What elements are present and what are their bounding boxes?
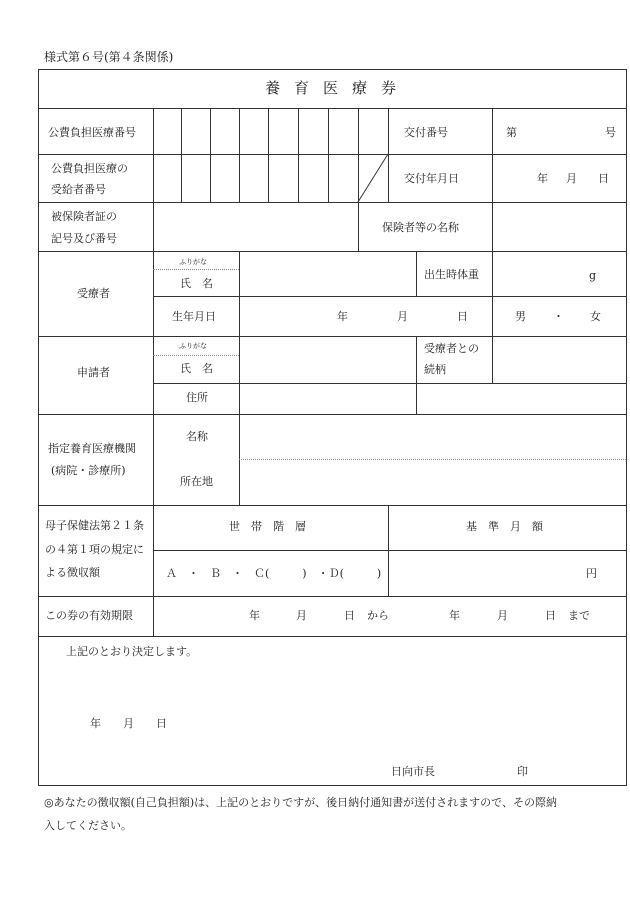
standard-amount-label: 基 準 月 額 [466,520,543,533]
decision-date: 年 月 日 [90,717,167,730]
relation-label: 受療者との [424,342,479,355]
dob-year: 年 [337,310,348,323]
issue-date-month: 月 [566,172,577,185]
patient-furigana-label: ふりがな [179,258,207,266]
validity-label: この券の有効期限 [45,609,133,622]
applicant-section-label: 申請者 [77,366,110,379]
dob-day: 日 [457,310,468,323]
validity-from-word: から [367,609,389,622]
household-class-label: 世 帯 階 層 [229,520,306,533]
issue-number-prefix: 第 [506,126,517,139]
birth-weight-label: 出生時体重 [424,268,479,281]
yen-unit: 円 [586,567,597,580]
validity-until-year: 年 [449,609,460,622]
recipient-number-label: 公費負担医療の [51,162,128,175]
facility-section-label-2: (病院・診療所) [51,464,126,477]
validity-until-day: 日 [545,609,556,622]
validity-until-word: まで [568,609,590,622]
birth-weight-unit: g [589,269,597,282]
sex-female: 女 [590,310,601,323]
dob-month: 月 [397,310,408,323]
decision-statement: 上記のとおり決定します。 [66,645,198,658]
collection-label-3: よる徴収額 [45,566,100,579]
sex-male: 男 [515,310,526,323]
footnote-line-1: ◎あなたの徴収額(自己負担額)は、上記のとおりですが、後日納付通知書が送付されますので、その際納 [44,796,557,809]
validity-from-month: 月 [296,609,307,622]
issue-number-suffix: 号 [605,126,616,139]
issue-date-label: 交付年月日 [404,172,459,185]
insurance-symbol-label: 被保険者証の [51,210,117,223]
collection-label-2: の４第１項の規定に [45,543,144,556]
validity-until-month: 月 [497,609,508,622]
patient-section-label: 受療者 [77,287,110,300]
relation-label-2: 続柄 [424,363,446,376]
patient-name-label: 氏 名 [180,277,213,290]
facility-location-label: 所在地 [180,475,213,488]
address-label: 住所 [186,391,208,404]
household-class-options: Ａ ・ Ｂ ・ Ｃ( ) ・Ｄ( ) [166,567,382,580]
issue-date-year: 年 [537,172,548,185]
insurance-symbol-label-2: 記号及び番号 [51,232,117,245]
issue-number-label: 交付番号 [404,126,448,139]
mayor-label: 日向市長 [391,765,435,778]
sex-separator: ・ [553,310,564,323]
form-number: 様式第６号(第４条関係) [44,50,174,64]
facility-name-label: 名称 [186,430,208,443]
applicant-furigana-label: ふりがな [179,342,207,350]
footnote-line-2: 入してください。 [44,819,132,832]
validity-from-day: 日 [344,609,355,622]
issue-date-day: 日 [598,172,609,185]
collection-label: 母子保健法第２１条 [45,519,144,532]
insurer-name-label: 保険者等の名称 [382,221,459,234]
seal-mark: 印 [517,765,528,778]
public-number-label: 公費負担医療番号 [48,126,136,139]
dob-label: 生年月日 [172,310,216,323]
form-title: 養育医療券 [265,79,411,97]
recipient-number-label-2: 受給者番号 [51,183,106,196]
applicant-name-label: 氏 名 [180,362,213,375]
facility-section-label: 指定養育医療機関 [48,442,136,455]
validity-from-year: 年 [249,609,260,622]
